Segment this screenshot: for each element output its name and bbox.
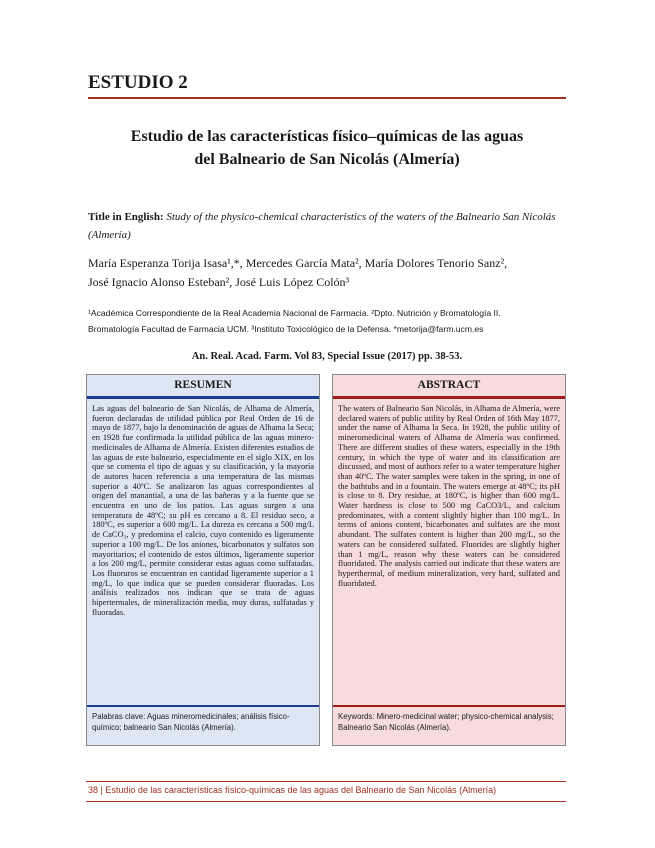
paper-title-line2: del Balneario de San Nicolás (Almería) [194, 151, 460, 168]
abstract-box [332, 374, 566, 746]
affiliations [88, 305, 566, 337]
authors-line2: José Ignacio Alonso Esteban², José Luis López Colón³ [88, 275, 350, 289]
resumen-keywords: Palabras clave: Aguas mineromedicinales; análisis físico-químico; balneario San Nicolás (Almería). [87, 705, 319, 745]
journal-reference: An. Real. Acad. Farm. Vol 83, Special Issue (2017) pp. 38-53. [191, 351, 463, 362]
paper-title [88, 125, 566, 171]
author-list [88, 254, 566, 292]
english-title-text: Study of the physico-chemical characteristics of the waters of the Balneario San Nicolás (Almería) [88, 211, 556, 241]
footer-rule-top [86, 781, 566, 782]
footer-rule-bottom [86, 801, 566, 802]
footer-separator: | [100, 785, 103, 795]
authors-line1: María Esperanza Torija Isasa¹,*, Mercedes García Mata², María Dolores Tenorio Sanz², [88, 256, 508, 270]
page-number: 38 [88, 785, 99, 795]
study-heading: ESTUDIO 2 [88, 72, 188, 93]
running-title: Estudio de las características físico-químicas de las aguas del Balneario de San Nicolás (Almería) [105, 785, 497, 795]
heading-rule [88, 97, 566, 99]
english-title [88, 208, 566, 244]
abstract-keywords: Keywords: Minero-medicinal water; physico-chemical analysis; Balneario San Nicolás (Almería). [333, 705, 565, 745]
resumen-heading: RESUMEN [87, 375, 319, 399]
page-footer [88, 785, 566, 795]
resumen-box [86, 374, 320, 746]
abstract-heading: ABSTRACT [333, 375, 565, 399]
affiliations-line1: ¹Académica Correspondiente de la Real Academia Nacional de Farmacia. ²Dpto. Nutrición y Bromatología II. [88, 308, 501, 318]
resumen-body: Las aguas del balneario de San Nicolás, de Alhama de Almería, fueron declaradas de utilidad pública por Real Orden de 16 de mayo de 1877, bajo la denominación de aguas de Alhama la Seca; en 1928 fue confirmada la utilidad pública de las aguas minero-medicinales de Alhama de Almería. Existen diferentes estudios de las aguas de este balneario, especialmente en el siglo XIX, en los que se comenta el tipo de aguas y su clasificación, y la mayoría de autores hacen referencia a una temperatura de las mismas superior a 40ºC. Se analizaron las aguas correspondientes al origen del manantial, a una de las bañeras y a la fuente que se encuentra en uno de los patios. Las aguas surgen a una temperatura de 48ºC; su pH es cercano a 8. El residuo seco, a 180ºC, es superior a 600 mg/L. La dureza es cercana a 500 mg/L de CaCO₃, y predomina el calcio, cuyo contenido es ligeramente superior a 100 mg/L. De los aniones, bicarbonatos y sulfatos son mayoritarios; el contenido de estos últimos, ligeramente superior a los 200 mg/L, permite considerar estas aguas como sulfatadas. Los fluoruros se encuentran en cantidad ligeramente superior a 1 mg/L, lo que indica que se pueden considerar fluoradas. Los análisis realizados nos indican que se trata de aguas hipertermales, de mineralización media, muy duras, sulfatadas y fluoradas. [92, 404, 314, 617]
paper-title-line1: Estudio de las características físico–químicas de las aguas [130, 128, 524, 145]
affiliations-line2: Bromatología Facultad de Farmacia UCM. ³Instituto Toxicológico de la Defensa. *metorija@farm.ucm.es [88, 324, 484, 334]
english-title-label: Title in English: [88, 211, 164, 223]
abstract-body: The waters of Balneario San Nicolás, in Alhama de Almería, were declared waters of public utility by Real Orden of 16th May 1877, under the name of Alhama la Seca. In 1928, the public utility of mineromedicinal waters of Alhama de Almería was confirmed. There are different studies of these waters, especially in the 19th century, in which the type of water and its classification are discussed, and most of authors refer to a water temperature higher than 40ºC. The water samples were taken in the spring, in one of the bathtubs and in a fountain. The waters emerge at 48ºC; its pH is close to 8. Dry residue, at 180ºC, is higher than 600 mg/L. Water hardness is close to 500 mg CaCO3/L, and calcium predominates, with a content slightly higher than 100 mg/L. In terms of anions content, bicarbonates and sulfates are the most abundant. The sulfates content is higher than 200 mg/L, so the waters can be considered sulfated. Fluorides are slightly higher than 1 mg/L, reason why these waters can be considered fluoridated. The analysis carried out indicate that these waters are hyperthermal, of medium mineralization, very hard, sulfated and fluoridated. [338, 404, 560, 588]
